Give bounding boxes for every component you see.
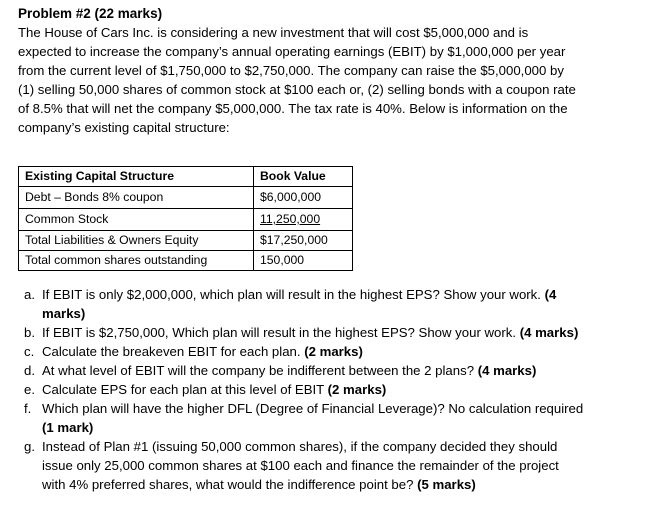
question-marks: (5 marks) [417,477,476,492]
intro-line: of 8.5% that will net the company $5,000,000. The tax rate is 40%. Below is information on the [18,101,568,116]
question-label: f. [24,401,32,416]
question-b [24,323,644,342]
row-label: Total Liabilities & Owners Equity [19,231,254,251]
question-text: Calculate the breakeven EBIT for each plan. [42,344,301,359]
question-f [24,399,644,437]
table-header-row [19,167,353,187]
question-d [24,361,644,380]
intro-line: from the current level of $1,750,000 to $2,750,000. The company can raise the $5,000,000 by [18,63,564,78]
row-value: $6,000,000 [254,187,353,209]
question-marks: (4 [544,287,557,302]
table-row [19,231,353,251]
header-value: Book Value [254,167,353,187]
problem-title: Problem #2 (22 marks) [18,6,163,21]
question-text: issue only 25,000 common shares at $100 each and finance the remainder of the project [42,458,559,473]
question-text: with 4% preferred shares, what would the indifference point be? [42,477,414,492]
question-text: If EBIT is $2,750,000, Which plan will result in the highest EPS? Show your work. [42,325,517,340]
question-marks: (2 marks) [304,344,363,359]
question-label: c. [24,344,35,359]
question-text: If EBIT is only $2,000,000, which plan will result in the highest EPS? Show your work. [42,287,541,302]
intro-line: The House of Cars Inc. is considering a new investment that will cost $5,000,000 and is [18,25,529,40]
question-marks: marks) [42,306,86,321]
question-list [24,285,644,494]
question-c [24,342,644,361]
question-text: Which plan will have the higher DFL (Degree of Financial Leverage)? No calculation required [42,401,584,416]
row-value: 150,000 [254,251,353,271]
problem-intro [18,24,643,138]
row-value: 11,250,000 [260,212,321,226]
question-text: Calculate EPS for each plan at this level of EBIT [42,382,324,397]
row-value: $17,250,000 [254,231,353,251]
question-label: a. [24,287,35,302]
question-marks: (4 marks) [519,325,579,340]
question-label: d. [24,363,35,378]
row-label: Debt – Bonds 8% coupon [19,187,254,209]
table-row [19,187,353,209]
question-g [24,437,644,494]
question-text: At what level of EBIT will the company be indifferent between the 2 plans? [42,363,475,378]
header-label: Existing Capital Structure [19,167,254,187]
table-row [19,251,353,271]
row-label: Total common shares outstanding [19,251,254,271]
question-label: e. [24,382,35,397]
question-e [24,380,644,399]
capital-structure-table [18,166,353,271]
question-marks: (1 mark) [42,420,94,435]
row-label: Common Stock [19,209,254,231]
question-label: g. [24,439,35,454]
table-row [19,209,353,231]
question-a [24,285,644,323]
question-text: Instead of Plan #1 (issuing 50,000 common shares), if the company decided they should [42,439,558,454]
intro-line: (1) selling 50,000 shares of common stock at $100 each or, (2) selling bonds with a coupon rate [18,82,576,97]
intro-line: company’s existing capital structure: [18,120,230,135]
question-marks: (2 marks) [327,382,387,397]
question-label: b. [24,325,35,340]
intro-line: expected to increase the company’s annual operating earnings (EBIT) by $1,000,000 per year [18,44,566,59]
problem-page [18,5,643,492]
question-marks: (4 marks) [477,363,537,378]
